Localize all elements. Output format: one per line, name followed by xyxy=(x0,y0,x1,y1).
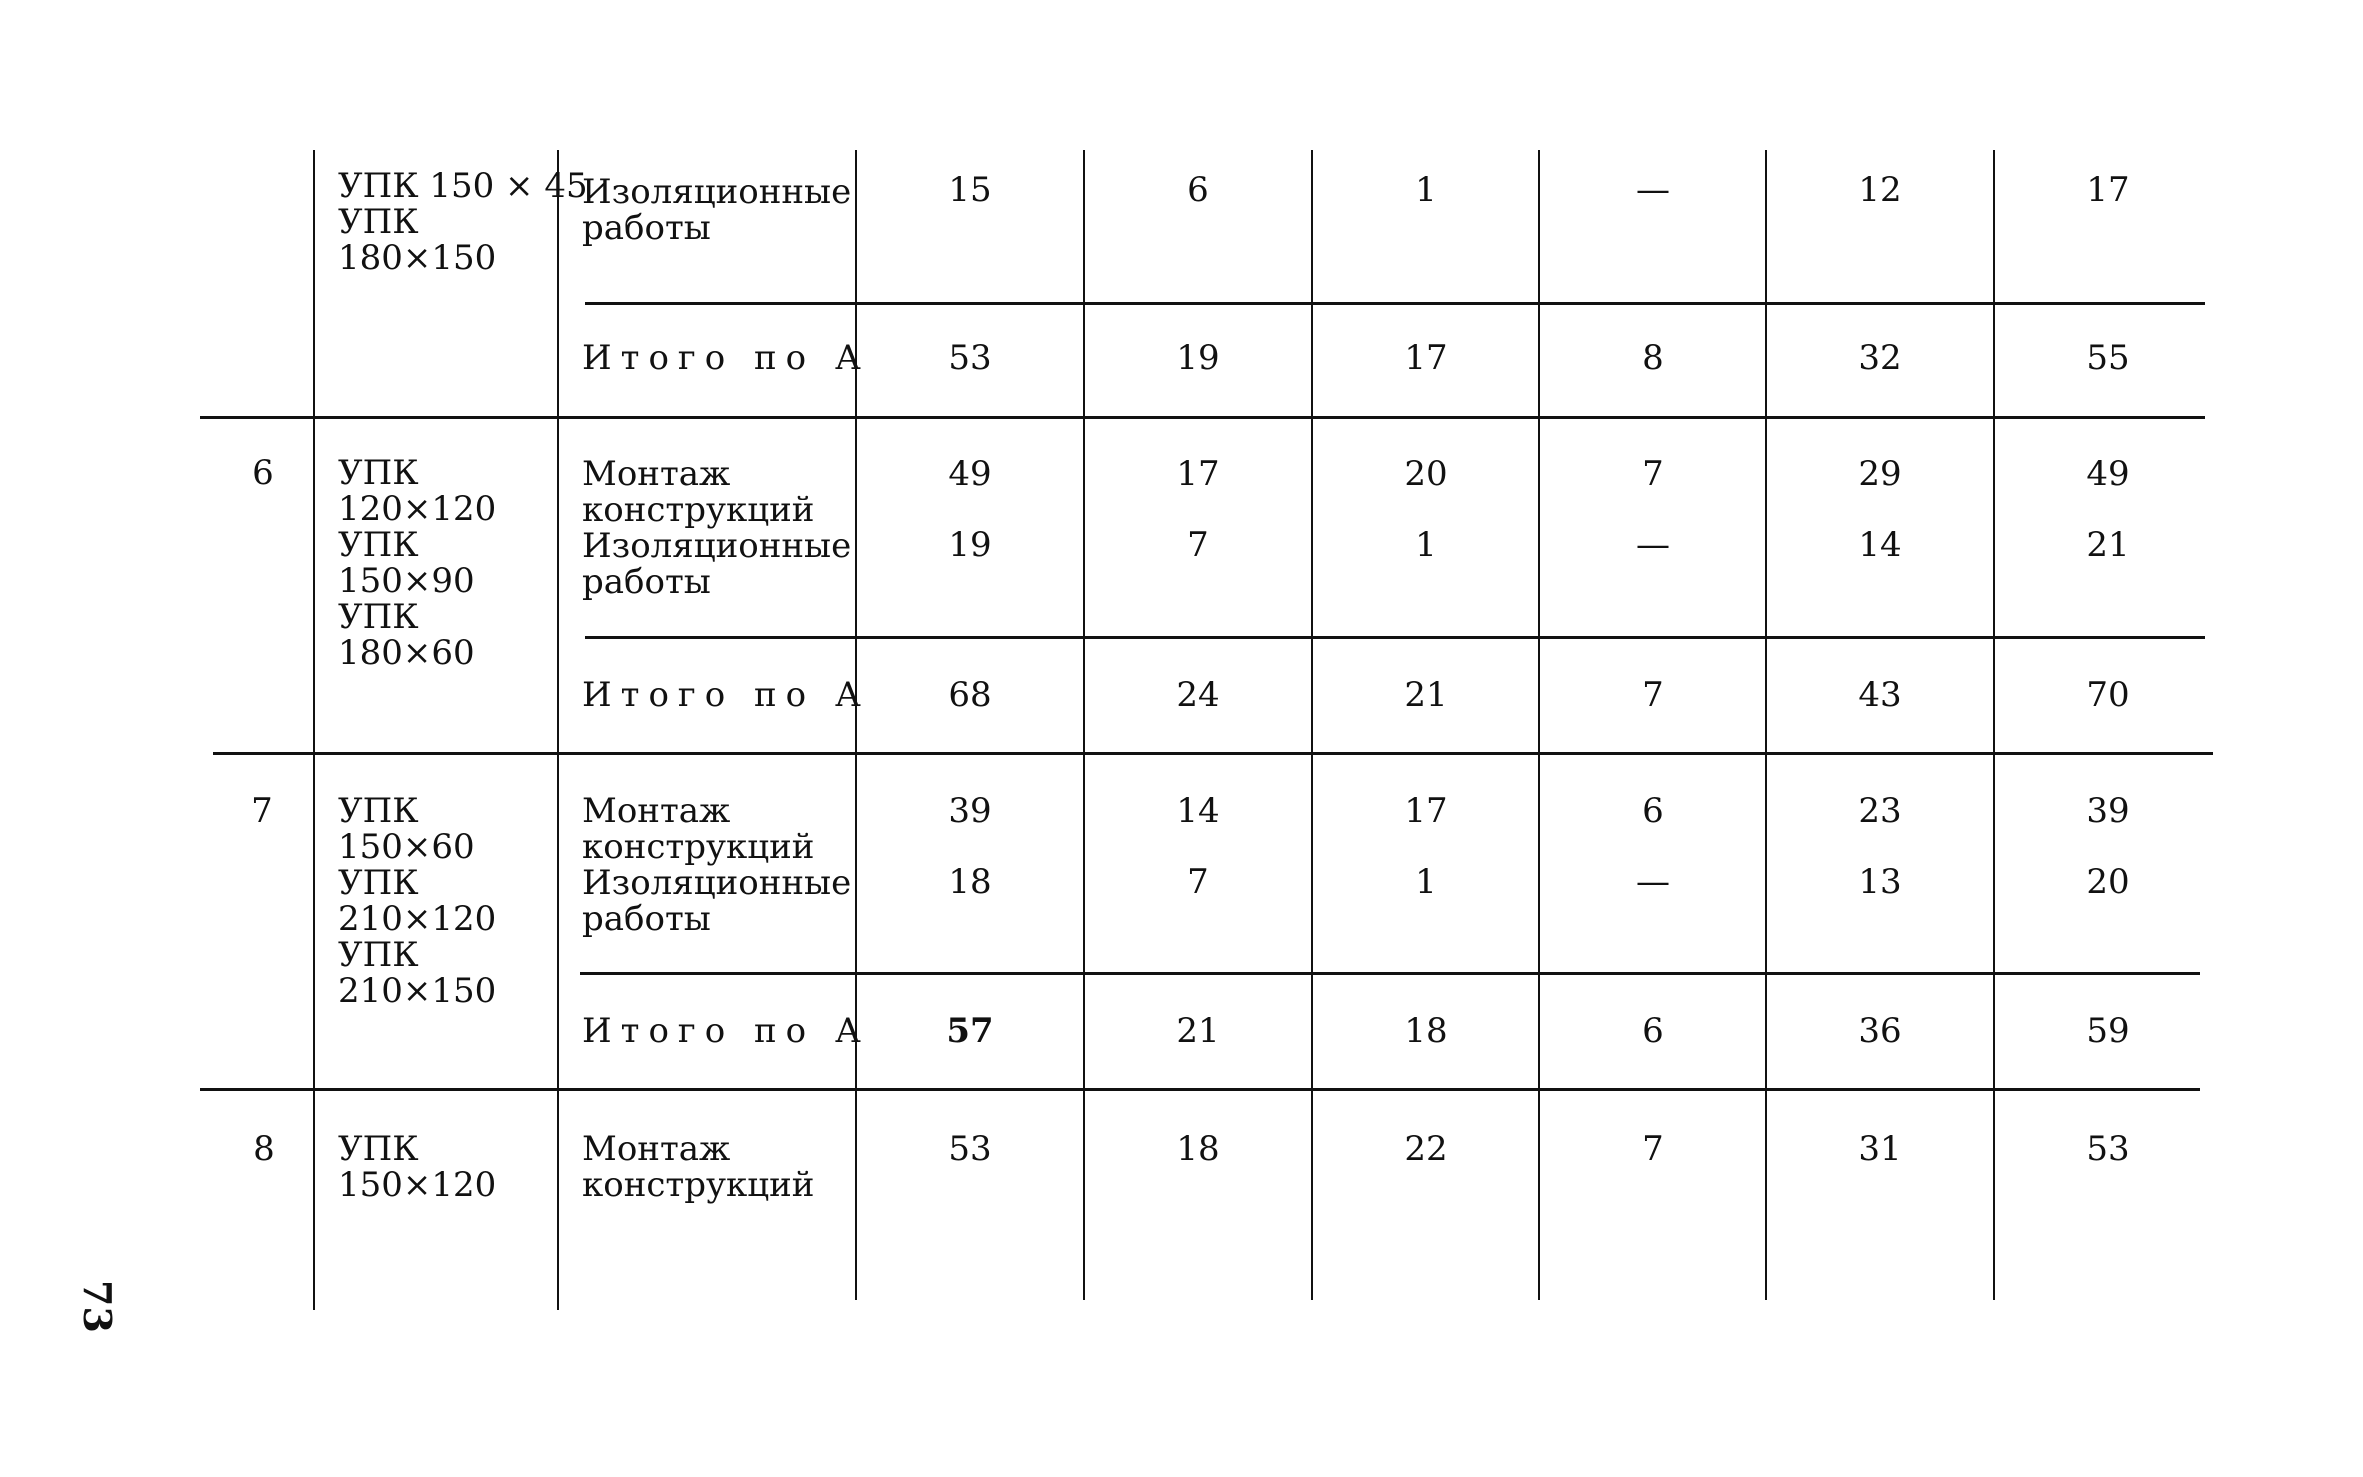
row-2-total-label: Итого по А xyxy=(582,675,870,715)
row-4-type-1: УПК xyxy=(338,1129,419,1169)
row-3-number: 7 xyxy=(251,791,273,831)
row-1-value-2: 6 xyxy=(1187,170,1209,210)
row-3-value-3: 17 xyxy=(1404,791,1448,831)
row-2-type-5: УПК xyxy=(338,597,419,637)
row-1-value-4: — xyxy=(1636,170,1670,210)
column-rule xyxy=(1083,150,1085,1300)
row-3-type-2: 150×60 xyxy=(338,827,475,867)
group-rule xyxy=(213,752,2213,755)
row-1-type-2: УПК xyxy=(338,202,419,242)
row-2-total-2: 24 xyxy=(1176,675,1220,715)
row-3-total-label: Итого по А xyxy=(582,1011,870,1051)
row-2-number: 6 xyxy=(252,453,274,493)
row-3-value-5: 23 xyxy=(1858,791,1902,831)
row-1-total-label: Итого по А xyxy=(582,338,870,378)
column-rule xyxy=(1538,150,1540,1300)
row-2-value-9: 1 xyxy=(1415,525,1437,565)
row-4-value-5: 31 xyxy=(1858,1129,1902,1169)
row-3-total-3: 18 xyxy=(1404,1011,1448,1051)
column-rule xyxy=(557,150,559,1310)
row-3-total-4: 6 xyxy=(1642,1011,1664,1051)
row-3-work-1: Монтаж конструкций xyxy=(582,791,815,867)
row-1-value-5: 12 xyxy=(1858,170,1902,210)
row-3-type-3: УПК xyxy=(338,863,419,903)
row-2-total-1: 68 xyxy=(948,675,992,715)
row-3-total-2: 21 xyxy=(1176,1011,1220,1051)
row-3-work-2: Изоляционные работы xyxy=(582,863,852,939)
row-2-value-7: 19 xyxy=(948,525,992,565)
row-2-work-2: Изоляционные работы xyxy=(582,526,852,602)
row-1-value-3: 1 xyxy=(1415,170,1437,210)
row-3-value-12: 20 xyxy=(2086,862,2130,902)
row-3-total-6: 59 xyxy=(2086,1011,2130,1051)
row-3-value-2: 14 xyxy=(1176,791,1220,831)
row-3-total-5: 36 xyxy=(1858,1011,1902,1051)
row-4-work-1: Монтаж конструкций xyxy=(582,1129,815,1205)
row-1-work-1: Изоляционные работы xyxy=(582,172,852,248)
row-3-value-8: 7 xyxy=(1187,862,1209,902)
row-2-value-2: 17 xyxy=(1176,454,1220,494)
row-2-value-6: 49 xyxy=(2086,454,2130,494)
row-2-value-10: — xyxy=(1636,525,1670,565)
row-2-work-1: Монтаж конструкций xyxy=(582,454,815,530)
row-2-value-1: 49 xyxy=(948,454,992,494)
row-2-total-5: 43 xyxy=(1858,675,1902,715)
row-1-total-6: 55 xyxy=(2086,338,2130,378)
row-4-value-6: 53 xyxy=(2086,1129,2130,1169)
row-2-value-5: 29 xyxy=(1858,454,1902,494)
subtotal-rule xyxy=(585,636,2205,639)
row-1-total-3: 17 xyxy=(1404,338,1448,378)
column-rule xyxy=(1765,150,1767,1300)
row-2-total-4: 7 xyxy=(1642,675,1664,715)
row-2-value-8: 7 xyxy=(1187,525,1209,565)
row-4-value-1: 53 xyxy=(948,1129,992,1169)
row-1-total-1: 53 xyxy=(948,338,992,378)
row-4-value-3: 22 xyxy=(1404,1129,1448,1169)
column-rule xyxy=(1311,150,1313,1300)
page-number: 73 xyxy=(75,1280,120,1333)
row-2-type-3: УПК xyxy=(338,525,419,565)
row-2-type-6: 180×60 xyxy=(338,633,475,673)
row-1-type-3: 180×150 xyxy=(338,238,497,278)
column-rule xyxy=(313,150,315,1310)
row-2-total-3: 21 xyxy=(1404,675,1448,715)
row-2-value-4: 7 xyxy=(1642,454,1664,494)
row-3-value-7: 18 xyxy=(948,862,992,902)
row-2-value-11: 14 xyxy=(1858,525,1902,565)
row-3-value-4: 6 xyxy=(1642,791,1664,831)
row-3-type-6: 210×150 xyxy=(338,971,497,1011)
row-4-value-4: 7 xyxy=(1642,1129,1664,1169)
row-1-type-1: УПК 150 × 45 xyxy=(338,166,588,206)
row-1-total-5: 32 xyxy=(1858,338,1902,378)
group-rule xyxy=(200,1088,2200,1091)
group-rule xyxy=(200,416,2205,419)
row-1-total-4: 8 xyxy=(1642,338,1664,378)
subtotal-rule xyxy=(585,302,2205,305)
column-rule xyxy=(855,150,857,1300)
row-2-value-12: 21 xyxy=(2086,525,2130,565)
row-2-type-2: 120×120 xyxy=(338,489,497,529)
row-1-total-2: 19 xyxy=(1176,338,1220,378)
row-4-value-2: 18 xyxy=(1176,1129,1220,1169)
row-3-value-6: 39 xyxy=(2086,791,2130,831)
row-2-type-1: УПК xyxy=(338,453,419,493)
row-3-value-9: 1 xyxy=(1415,862,1437,902)
row-3-value-11: 13 xyxy=(1858,862,1902,902)
row-2-total-6: 70 xyxy=(2086,675,2130,715)
row-3-total-1: 57 xyxy=(946,1011,994,1051)
row-3-type-1: УПК xyxy=(338,791,419,831)
row-3-value-10: — xyxy=(1636,862,1670,902)
subtotal-rule xyxy=(580,972,2200,975)
row-4-type-2: 150×120 xyxy=(338,1165,497,1205)
row-2-value-3: 20 xyxy=(1404,454,1448,494)
column-rule xyxy=(1993,150,1995,1300)
row-2-type-4: 150×90 xyxy=(338,561,475,601)
row-4-number: 8 xyxy=(253,1129,275,1169)
row-3-type-4: 210×120 xyxy=(338,899,497,939)
row-1-value-6: 17 xyxy=(2086,170,2130,210)
row-1-value-1: 15 xyxy=(948,170,992,210)
row-3-type-5: УПК xyxy=(338,935,419,975)
row-3-value-1: 39 xyxy=(948,791,992,831)
